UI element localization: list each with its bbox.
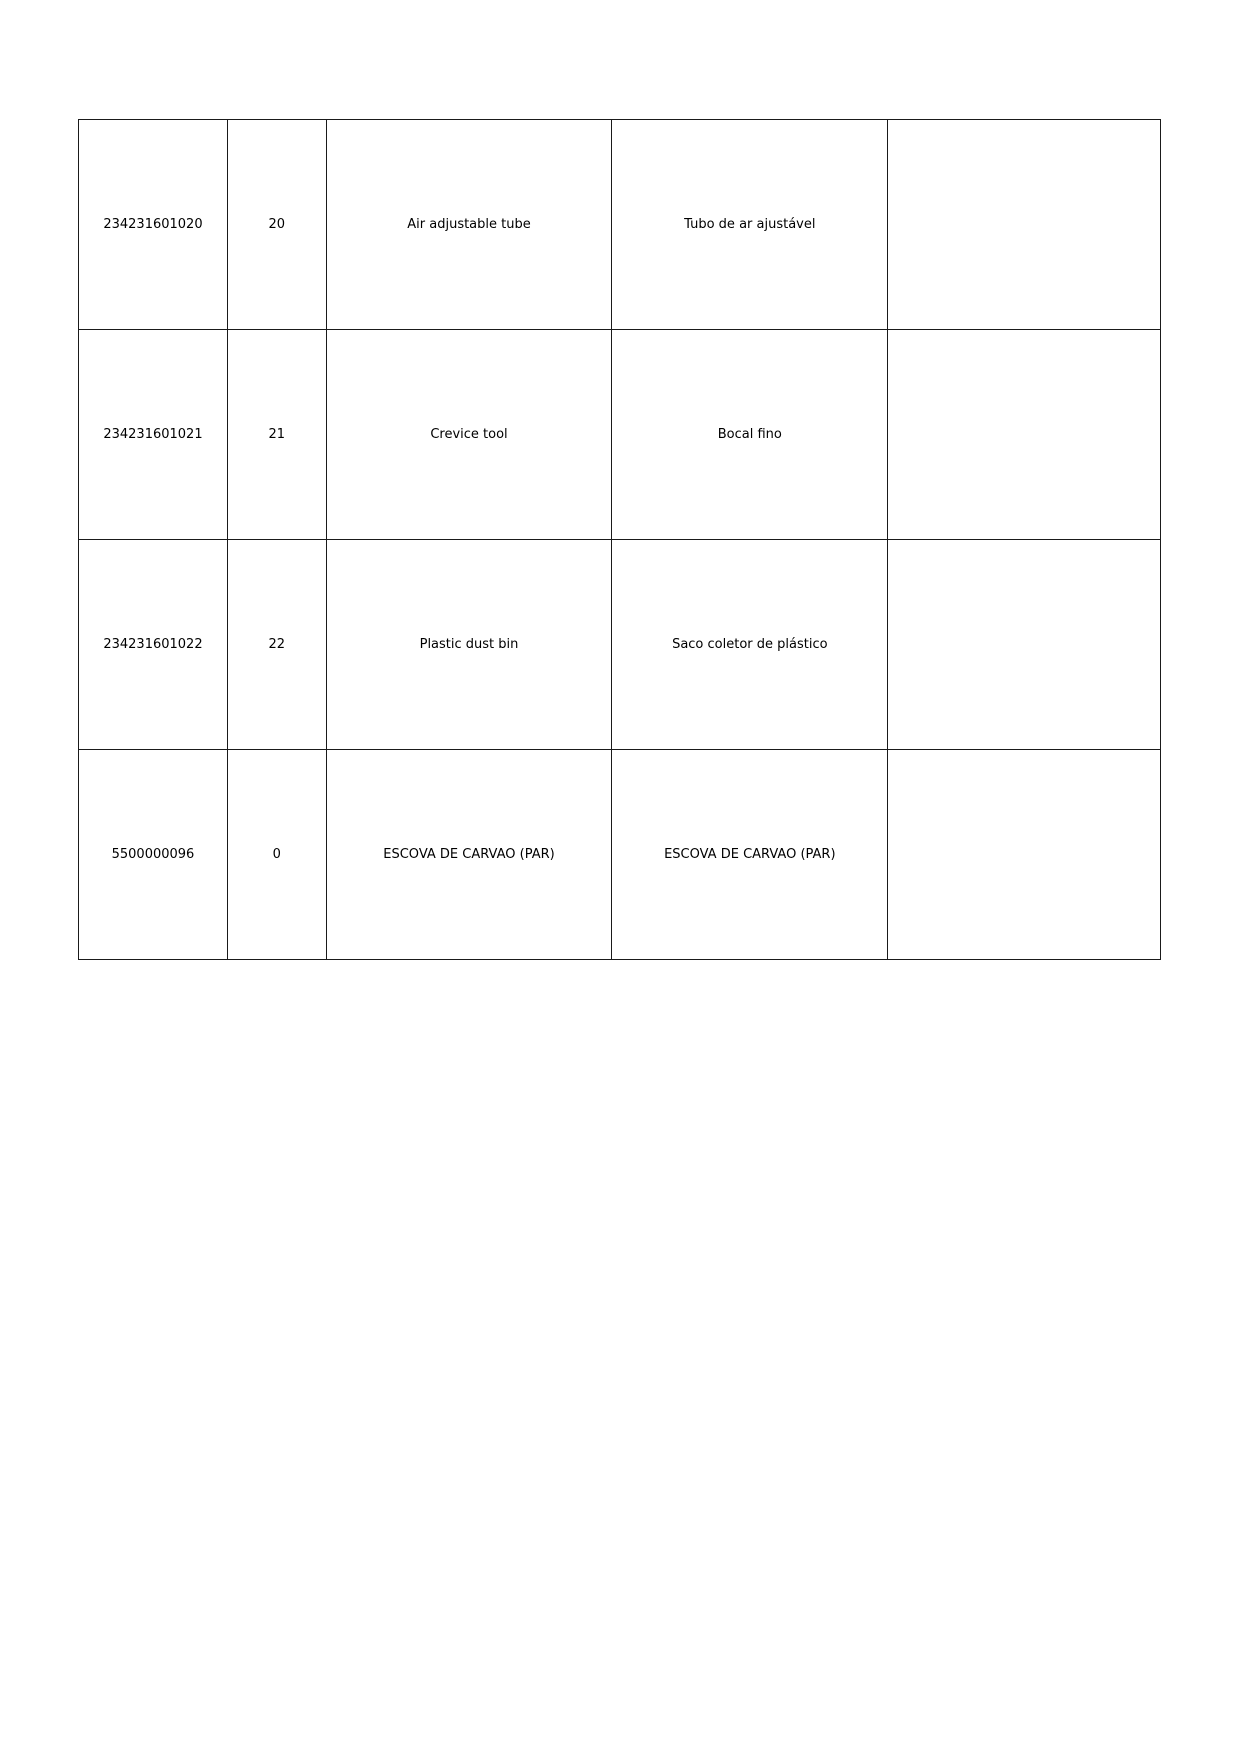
description-en-cell: ESCOVA DE CARVAO (PAR): [326, 750, 612, 960]
parts-table: [78, 119, 1161, 960]
description-pt-cell: Tubo de ar ajustável: [612, 120, 888, 330]
description-pt-cell: ESCOVA DE CARVAO (PAR): [612, 750, 888, 960]
part-code-cell: 234231601020: [79, 120, 228, 330]
description-pt-cell: Saco coletor de plástico: [612, 540, 888, 750]
description-pt-cell: Bocal fino: [612, 330, 888, 540]
position-cell: 22: [227, 540, 326, 750]
notes-cell: [888, 120, 1161, 330]
description-en-cell: Crevice tool: [326, 330, 612, 540]
table-row: [79, 750, 1161, 960]
table-row: [79, 330, 1161, 540]
position-cell: 20: [227, 120, 326, 330]
part-code-cell: 234231601021: [79, 330, 228, 540]
description-en-cell: Air adjustable tube: [326, 120, 612, 330]
table-row: [79, 540, 1161, 750]
table-row: [79, 120, 1161, 330]
description-en-cell: Plastic dust bin: [326, 540, 612, 750]
position-cell: 21: [227, 330, 326, 540]
notes-cell: [888, 540, 1161, 750]
part-code-cell: 5500000096: [79, 750, 228, 960]
part-code-cell: 234231601022: [79, 540, 228, 750]
notes-cell: [888, 750, 1161, 960]
position-cell: 0: [227, 750, 326, 960]
notes-cell: [888, 330, 1161, 540]
